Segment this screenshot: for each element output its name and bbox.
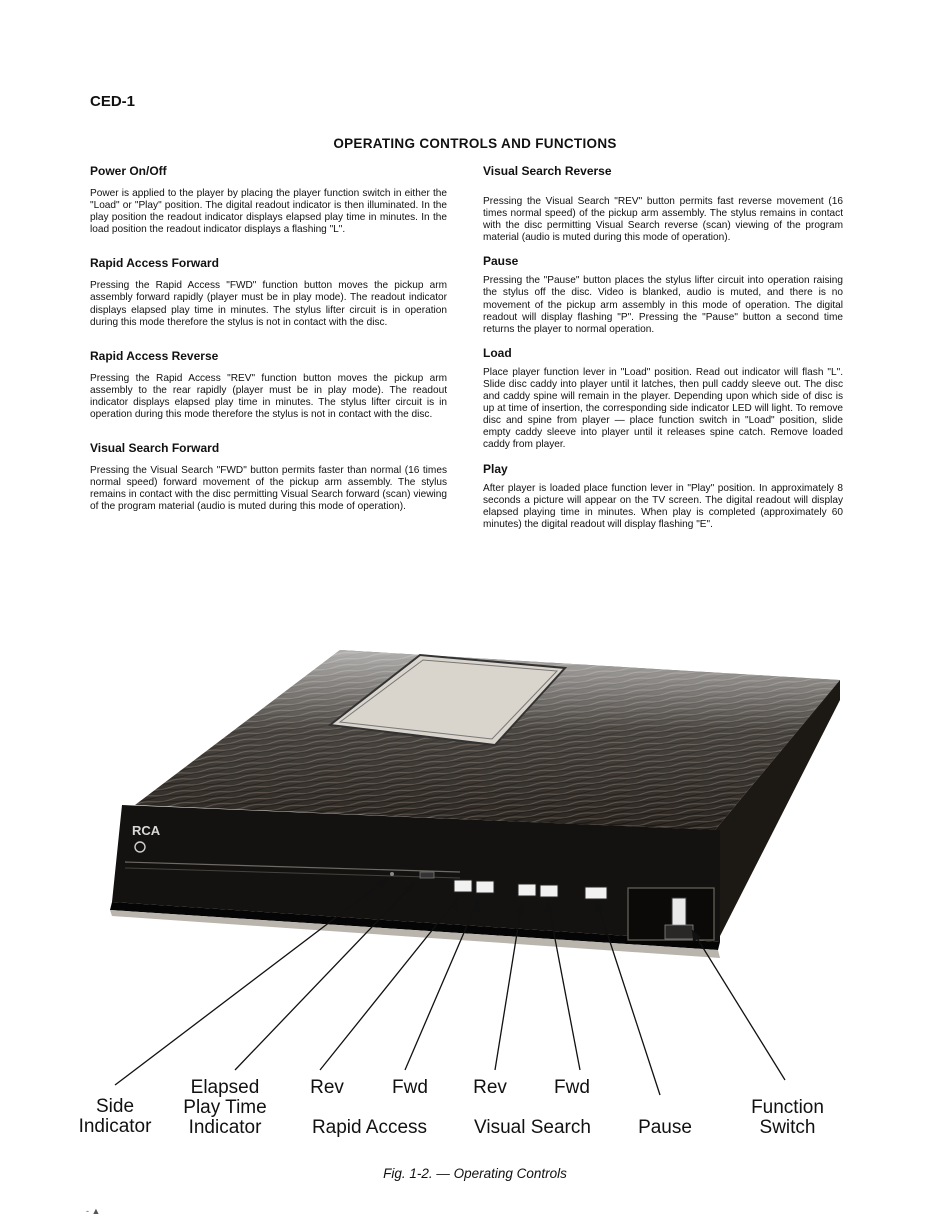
label-line: Indicator bbox=[188, 1117, 262, 1138]
visual-search-fwd-button[interactable] bbox=[540, 885, 558, 897]
operating-controls-figure bbox=[40, 640, 910, 1160]
label-visual-search: Visual Search bbox=[474, 1117, 591, 1138]
section-heading: Rapid Access Reverse bbox=[90, 348, 219, 363]
section-load bbox=[483, 346, 843, 452]
rapid-access-fwd-button[interactable] bbox=[476, 881, 494, 893]
section-heading: Visual Search Reverse bbox=[483, 164, 612, 178]
figure-caption: Fig. 1-2. — Operating Controls bbox=[383, 1166, 567, 1181]
label-rapid-access-fwd: Fwd bbox=[392, 1077, 428, 1098]
section-body: Pressing the Rapid Access "FWD" function button moves the pickup arm assembly forward rapidly (player must be in play mode). The readout indicator displays elapsed play time in minutes. The stylus lifter circuit is in operation during this mode therefore the stylus is not in contact with the disc. bbox=[90, 280, 447, 328]
document-id: CED-1 bbox=[90, 93, 136, 110]
label-elapsed-play-time bbox=[175, 1078, 275, 1138]
label-function-switch bbox=[740, 1098, 835, 1138]
page-title: OPERATING CONTROLS AND FUNCTIONS bbox=[333, 136, 617, 151]
section-body: After player is loaded place function lever in "Play" position. In approximately 8 seconds a picture will appear on the TV screen. The digital readout will display elapsed playing time in minutes. When play is completed (approximately 60 minutes) the digital readout will display flashing "E". bbox=[483, 482, 843, 530]
label-visual-search-fwd: Fwd bbox=[554, 1077, 590, 1098]
section-body: Place player function lever in "Load" position. Read out indicator will flash "L". Slide disc caddy into player until it latches, then pull caddy sleeve out. The disc and caddy spine will remain in the player. Depending upon which side of disc is up at time of insertion, the corresponding side indicator LED will light. To remove disc and spine from player — place function switch in "Load" position, slide empty caddy sleeve into player until it releases spine catch. Remove loaded caddy from player. bbox=[483, 366, 843, 451]
label-line: Play Time bbox=[183, 1097, 267, 1118]
label-rapid-access: Rapid Access bbox=[311, 1117, 428, 1138]
section-body: Pressing the Rapid Access "REV" function button moves the pickup arm assembly to the rear rapidly (player must be in play mode). The readout indicator displays elapsed play time in minutes. The stylus lifter circuit is in operation during this mode therefore the stylus is not in contact with the disc. bbox=[90, 372, 447, 421]
label-rapid-access-rev: Rev bbox=[310, 1077, 344, 1098]
section-visual-search-reverse bbox=[483, 164, 843, 244]
label-line: Side bbox=[95, 1096, 135, 1117]
section-body: Pressing the Visual Search "REV" button permits fast reverse movement (16 times normal speed) of the pickup arm assembly. The stylus remains in contact with the disc permitting Visual Search reverse (scan) viewing of the program material (audio is muted during this mode of operation). bbox=[483, 196, 843, 244]
side-indicator-led bbox=[390, 872, 394, 876]
label-line: Indicator bbox=[78, 1116, 152, 1137]
section-heading: Visual Search Forward bbox=[90, 441, 220, 456]
function-switch[interactable] bbox=[672, 898, 686, 928]
section-body: Power is applied to the player by placing the player function switch in either the "Load" or "Play" position. The digital readout indicator is then illuminated. In the play position the readout indicator displays elapsed play time in minutes. In the load position the readout indicator displays a flashing "L". bbox=[90, 188, 447, 236]
footer-mark: - ▲ bbox=[86, 1206, 101, 1216]
rapid-access-rev-button[interactable] bbox=[454, 880, 472, 892]
section-visual-search-forward bbox=[90, 441, 447, 513]
label-pause: Pause bbox=[638, 1117, 692, 1138]
visual-search-rev-button[interactable] bbox=[518, 884, 536, 896]
section-heading: Pause bbox=[483, 254, 519, 269]
left-column bbox=[90, 164, 447, 530]
label-line: Switch bbox=[759, 1117, 816, 1138]
section-heading: Play bbox=[483, 461, 508, 476]
elapsed-time-display bbox=[420, 872, 434, 878]
section-heading: Rapid Access Forward bbox=[90, 256, 219, 271]
section-body: Pressing the "Pause" button places the stylus lifter circuit into operation raising the stylus off the disc. Video is blanked, audio is muted, and there is no movement of the pickup arm assembly in this mode of operation. The digital readout will display flashing "P". Pressing the "Pause" button a second time returns the player to normal operation. bbox=[483, 275, 843, 335]
pause-button[interactable] bbox=[585, 887, 607, 899]
section-heading: Load bbox=[483, 345, 512, 360]
section-rapid-access-forward bbox=[90, 256, 447, 328]
section-play bbox=[483, 462, 843, 531]
section-rapid-access-reverse bbox=[90, 349, 447, 421]
section-power-on-off bbox=[90, 164, 447, 236]
right-column bbox=[483, 164, 843, 541]
section-heading: Power On/Off bbox=[90, 164, 167, 178]
label-line: Elapsed bbox=[190, 1077, 260, 1098]
section-pause bbox=[483, 254, 843, 335]
rca-logo-text: RCA bbox=[132, 823, 161, 838]
label-line: Function bbox=[751, 1097, 824, 1118]
section-body: Pressing the Visual Search "FWD" button permits faster than normal (16 times normal speed) forward movement of the pickup arm assembly. The stylus remains in contact with the disc permitting Visual Search forward (scan) viewing of the program material (audio is muted during this mode of operation). bbox=[90, 465, 447, 513]
label-visual-search-rev: Rev bbox=[473, 1077, 507, 1098]
label-side-indicator bbox=[70, 1097, 160, 1137]
